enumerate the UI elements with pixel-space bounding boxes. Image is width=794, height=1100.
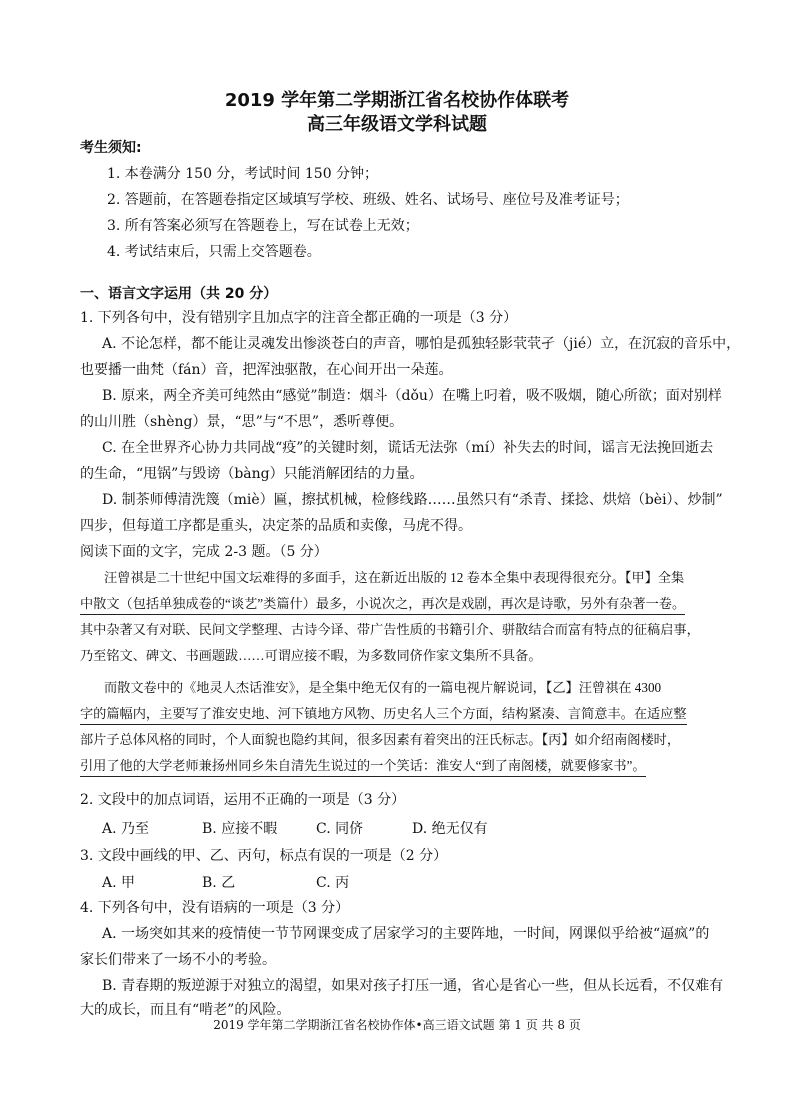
reading-intro: 阅读下面的文字，完成 2-3 题。（5 分）	[80, 544, 328, 560]
q1-option-d-line1: D. 制茶师傅清洗篾（miè）匾，擦拭机械，检修线路……虽然只有“杀青、揉捻、烘焙（bèi）、炒制”	[102, 492, 723, 508]
passage-line-3: 其中杂著又有对联、民间文学整理、古诗今译、带广告性质的书籍引介、骈散结合而富有特点的征稿启事，	[80, 622, 700, 637]
q1-option-a-line2: 也要播一曲梵（fán）音，把浑浊驱散，在心间开出一朵莲。	[80, 362, 453, 378]
passage-line-2: 中散文（包括单独成卷的“谈艺”类篇什）最多，小说次之，再次是戏剧，再次是诗歌，另外有杂著一卷。	[80, 594, 685, 615]
q4-option-a-line1: A. 一场突如其来的疫情使一节节网课变成了居家学习的主要阵地，一时间，网课似乎给被“逼疯”的	[102, 926, 710, 942]
q3-option-a: A. 甲	[102, 875, 136, 891]
q1-stem: 1. 下列各句中，没有错别字且加点字的注音全都正确的一项是（3 分）	[80, 310, 518, 326]
q4-option-b-line2: 大的成长，而且有“啃老”的风险。	[80, 1002, 291, 1018]
passage-line-1: 汪曾祺是二十世纪中国文坛难得的多面手，这在新近出版的 12 卷本全集中表现得很充分。【甲】全集	[104, 570, 685, 585]
q2-option-b: B. 应接不暇	[202, 821, 278, 837]
q2-option-c: C. 同侪	[316, 821, 364, 837]
q3-stem: 3. 文段中画线的甲、乙、丙句，标点有误的一项是（2 分）	[80, 848, 448, 864]
q3-option-c: C. 丙	[316, 875, 350, 891]
exam-title: 2019 学年第二学期浙江省名校协作体联考	[224, 90, 570, 111]
q2-option-a: A. 乃至	[102, 821, 150, 837]
exam-subtitle: 高三年级语文学科试题	[307, 114, 487, 135]
passage-line-8: 引用了他的大学老师兼扬州同乡朱自清先生说过的一个笑话：淮安人“到了南阁楼，就要修家书”。	[80, 756, 646, 777]
q4-stem: 4. 下列各句中，没有语病的一项是（3 分）	[80, 900, 350, 916]
q1-option-d-line2: 四步，但每道工序都是重头，决定茶的品质和卖像，马虎不得。	[80, 518, 472, 534]
section-heading: 一、语言文字运用（共 20 分）	[80, 286, 278, 302]
q3-option-b: B. 乙	[202, 875, 236, 891]
q1-option-a-line1: A. 不论怎样，都不能让灵魂发出惨淡苍白的声音，哪怕是孤独轻影茕茕孑（jié）立，在沉寂的音乐中，	[102, 336, 741, 352]
notice-heading: 考生须知:	[80, 140, 142, 156]
q1-option-c-line1: C. 在全世界齐心协力共同战“疫”的关键时刻，谎话无法弥（mí）补失去的时间，谣言无法挽回逝去	[102, 440, 714, 456]
passage-line-5: 而散文卷中的《地灵人杰话淮安》，是全集中绝无仅有的一篇电视片解说词，【乙】汪曾祺在 4300	[104, 680, 662, 695]
notice-item-3: 3. 所有答案必须写在答题卷上，写在试卷上无效；	[107, 218, 419, 234]
passage-line-6: 字的篇幅内，主要写了淮安史地、河下镇地方风物、历史名人三个方面，结构紧凑、言简意丰。在适应整	[80, 704, 687, 725]
q2-option-d: D. 绝无仅有	[412, 821, 488, 837]
q1-option-c-line2: 的生命，“甩锅”与毁谤（bàng）只能消解团结的力量。	[80, 466, 424, 482]
q4-option-a-line2: 家长们带来了一场不小的考验。	[80, 952, 276, 968]
notice-item-4: 4. 考试结束后，只需上交答题卷。	[107, 244, 321, 260]
notice-item-1: 1. 本卷满分 150 分，考试时间 150 分钟；	[107, 166, 379, 182]
q1-option-b-line1: B. 原来，两全齐美可纯然由“感觉”制造：烟斗（dǒu）在嘴上叼着，吸不吸烟，随心所欲；面对别样	[102, 388, 722, 404]
q4-option-b-line1: B. 青春期的叛逆源于对独立的渴望，如果对孩子打压一通，省心是省心一些，但从长远看，不仅难有	[102, 978, 724, 994]
page-footer: 2019 学年第二学期浙江省名校协作体•高三语文试题 第 1 页 共 8 页	[213, 1018, 581, 1032]
passage-line-4: 乃至铭文、碑文、书画题跋……可谓应接不暇，为多数同侪作家文集所不具备。	[80, 648, 542, 663]
passage-line-7: 部片子总体风格的同时，个人面貌也隐约其间，很多因素有着突出的汪氏标志。【丙】如介绍南阁楼时，	[80, 732, 681, 747]
q1-option-b-line2: 的山川胜（shèng）景，“思”与“不思”，悉听尊便。	[80, 414, 404, 430]
notice-item-2: 2. 答题前，在答题卷指定区域填写学校、班级、姓名、试场号、座位号及准考证号；	[107, 192, 629, 208]
q2-stem: 2. 文段中的加点词语，运用不正确的一项是（3 分）	[80, 792, 406, 808]
